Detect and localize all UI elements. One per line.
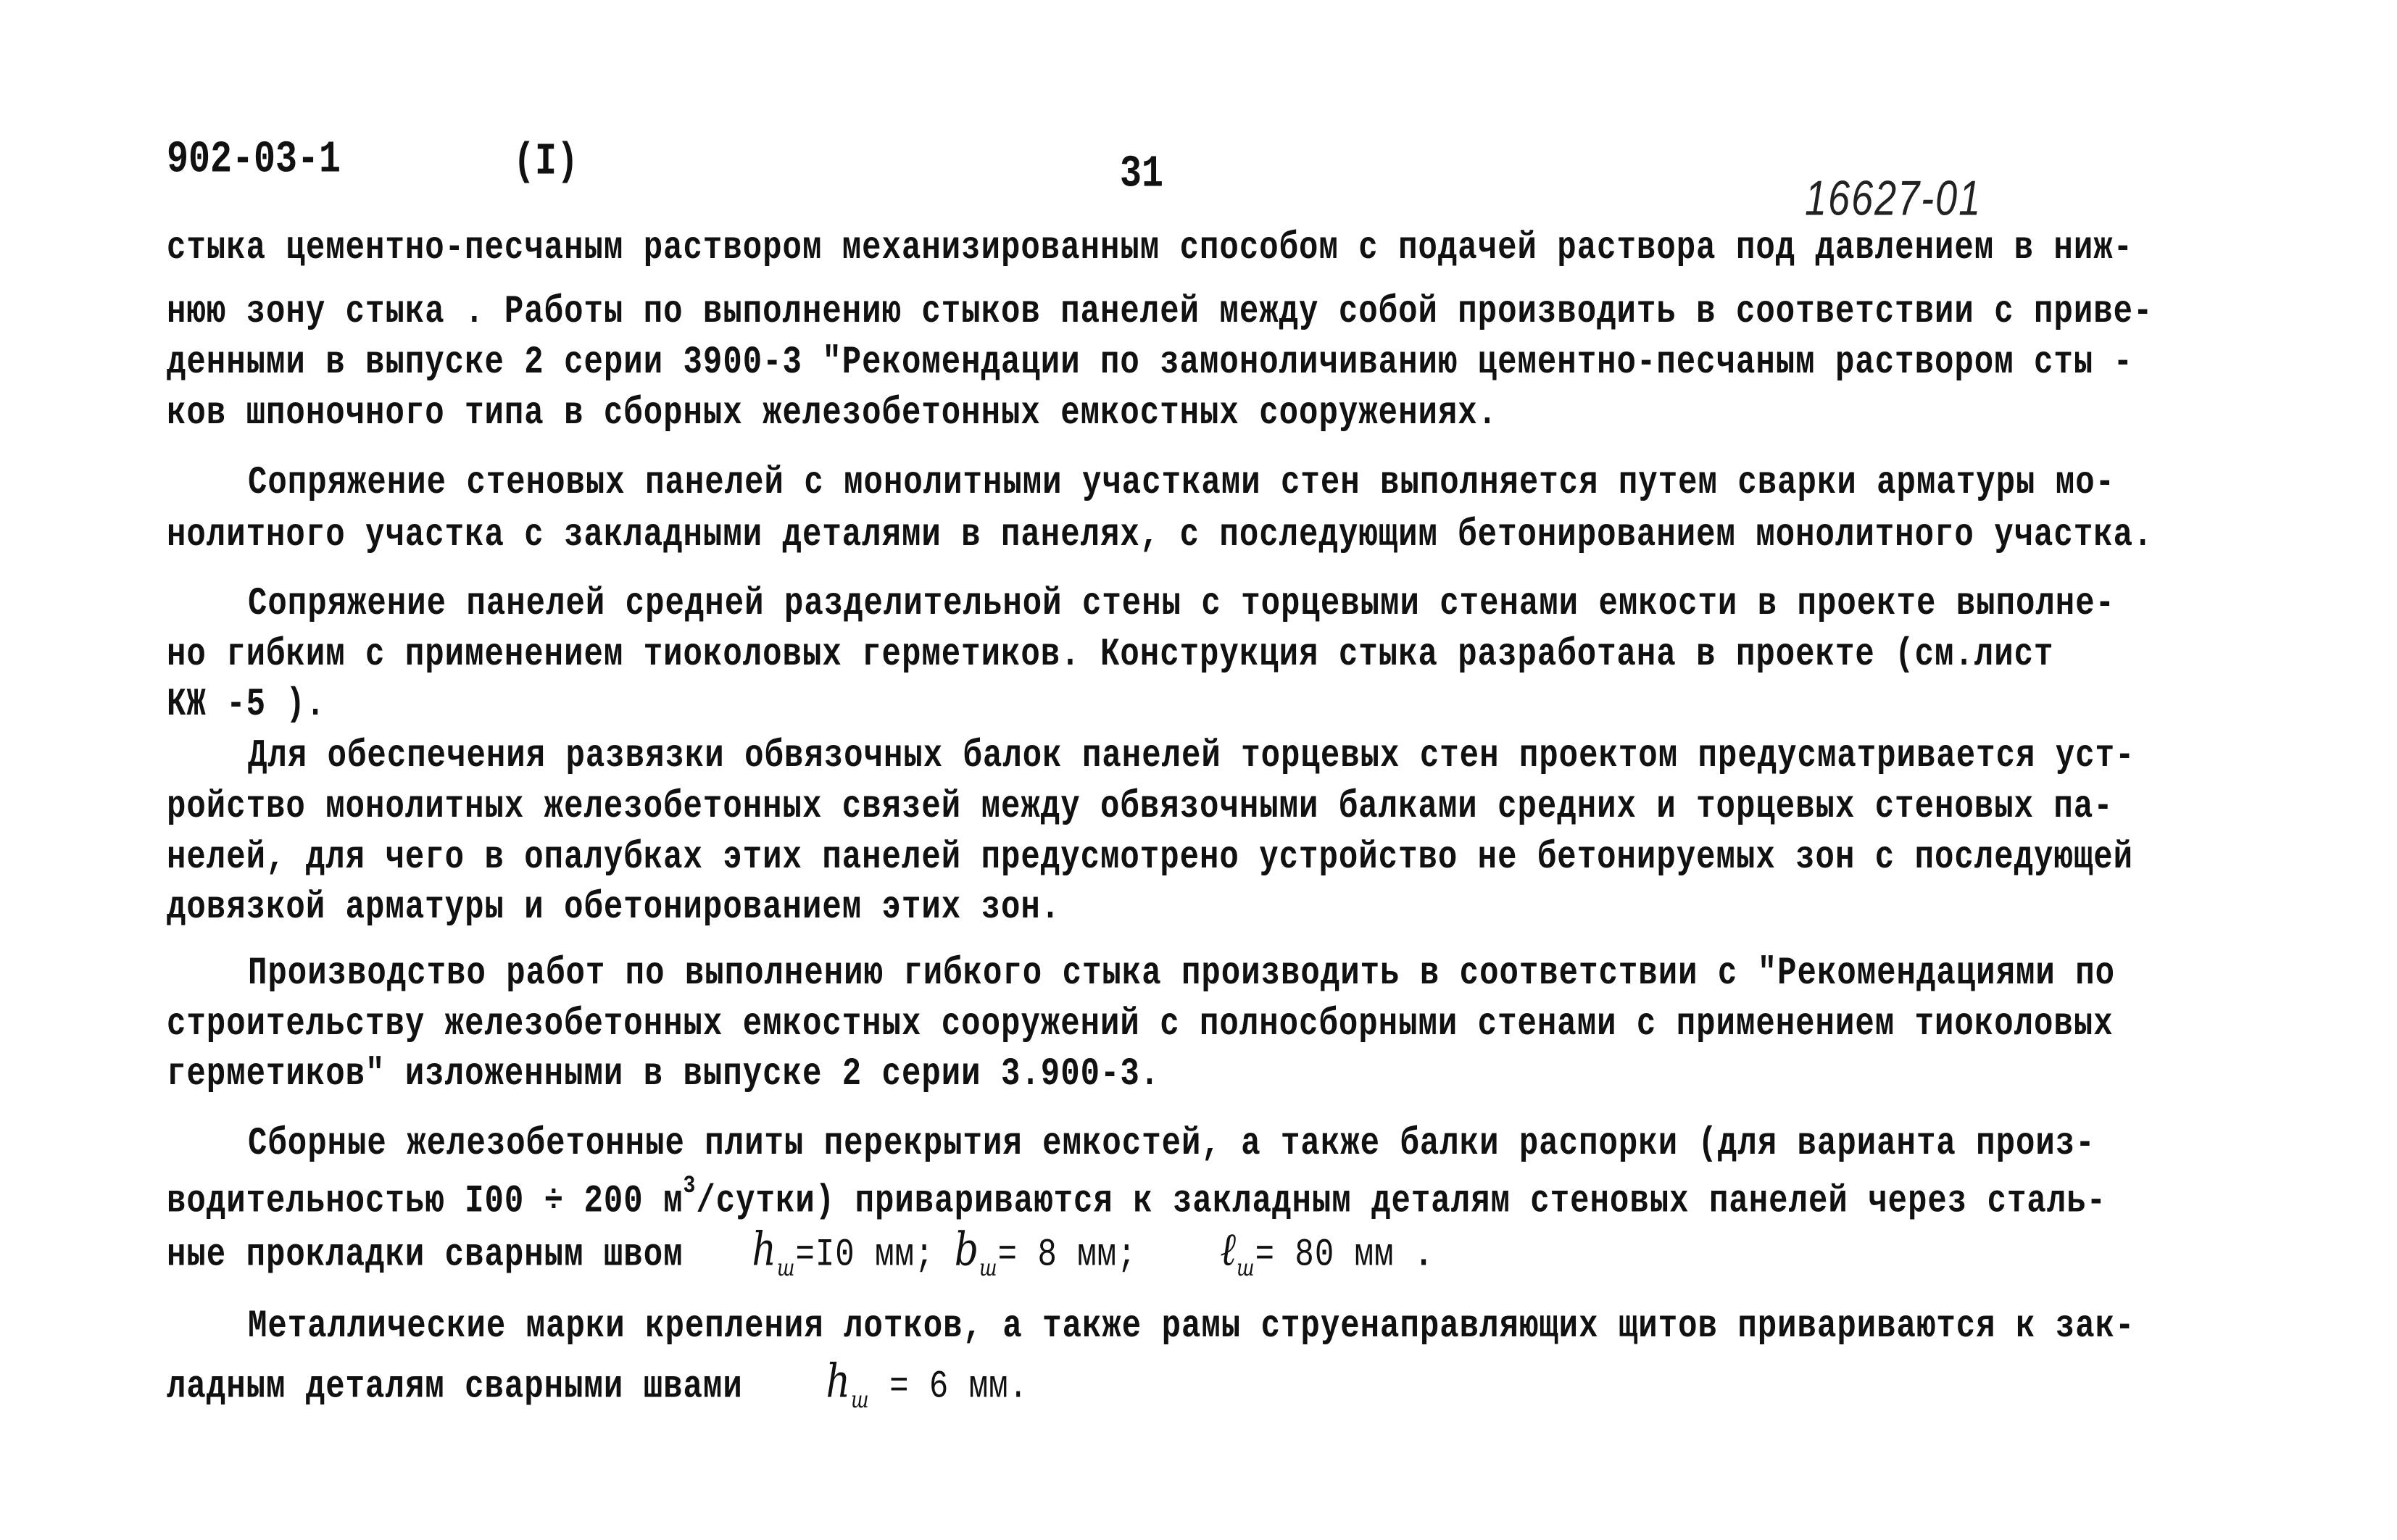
text-line: герметиков" изложенными в выпуске 2 серии 3.900-3.	[167, 1052, 1160, 1096]
weld-width-symbol: b	[954, 1223, 980, 1277]
sheet-reference: КЖ -5 ).	[167, 683, 326, 727]
text-fragment: /сутки) привариваются к закладным деталям стеновых панелей через сталь-	[696, 1179, 2107, 1224]
weld-subscript: ш	[1236, 1254, 1255, 1282]
weld-subscript: ш	[776, 1254, 796, 1282]
weld-length-value: = 80 мм	[1255, 1233, 1395, 1278]
text-line: ройство монолитных железобетонных связей между обвязочными балками средних и торцевых стеновых па-	[167, 785, 2114, 829]
weld-length-symbol: ℓ	[1220, 1223, 1237, 1277]
superscript-exponent: 3	[683, 1173, 697, 1200]
text-fragment: водительностью I00 ÷ 200 м	[167, 1179, 684, 1224]
text-line: но гибким с применением тиоколовых герметиков. Конструкция стыка разработана в проекте (см.лист	[167, 633, 2054, 677]
document-code: 902-03-1	[167, 134, 341, 186]
paragraph-first-line: Сопряжение стеновых панелей с монолитными участками стен выполняется путем сварки арматуры мо-	[248, 461, 2116, 505]
inventory-number: 16627-01	[1805, 171, 1982, 226]
weld-subscript: ш	[979, 1254, 998, 1282]
weld-subscript: ш	[851, 1386, 870, 1414]
weld-height-value: =I0 мм;	[795, 1233, 935, 1278]
text-fragment: ные прокладки сварным швом	[167, 1233, 684, 1278]
paragraph-first-line: Для обеспечения развязки обвязочных балок панелей торцевых стен проектом предусматривается уст-	[248, 734, 2135, 778]
text-line: строительству железобетонных емкостных сооружений с полносборными стенами с применением тиоколовых	[167, 1002, 2114, 1046]
text-line: нюю зону стыка . Работы по выполнению стыков панелей между собой производить в соответствии с приве-	[167, 290, 2153, 334]
text-line: денными в выпуске 2 серии 3900-3 "Рекомендации по замоноличиванию цементно-песчаным раствором сты -	[167, 341, 2134, 385]
weld-height-symbol: h	[752, 1223, 777, 1277]
text-line: довязкой арматуры и обетонированием этих зон.	[167, 886, 1061, 930]
part-number: (I)	[513, 136, 579, 188]
paragraph-first-line: Металлические марки крепления лотков, а также рамы струенаправляющих щитов привариваются к зак-	[248, 1304, 2135, 1349]
text-line: стыка цементно-песчаным раствором механизированным способом с подачей раствора под давлением в ниж-	[167, 226, 2134, 270]
paragraph-first-line: Сопряжение панелей средней разделительной стены с торцевыми стенами емкости в проекте выполне-	[248, 582, 2116, 626]
text-fragment: .	[1413, 1233, 1434, 1278]
text-line: нолитного участка с закладными деталями в панелях, с последующим бетонированием монолитного участка.	[167, 513, 2153, 557]
weld-width-value: = 8 мм;	[997, 1233, 1137, 1278]
paragraph-first-line: Производство работ по выполнению гибкого стыка производить в соответствии с "Рекомендациями по	[248, 952, 2116, 996]
text-fragment: ладным деталям сварными швами	[167, 1365, 743, 1410]
weld-spec-line	[167, 1355, 1029, 1414]
text-line: ков шпоночного типа в сборных железобетонных емкостных сооружениях.	[167, 391, 1498, 436]
text-line: нелей, для чего в опалубках этих панелей предусмотрено устройство не бетонируемых зон с последующей	[167, 836, 2134, 880]
weld-height-symbol: h	[826, 1355, 852, 1409]
weld-spec-line	[167, 1223, 1434, 1282]
paragraph-first-line: Сборные железобетонные плиты перекрытия емкостей, а также балки распорки (для варианта произ-	[248, 1122, 2095, 1166]
text-line	[167, 1173, 2106, 1224]
weld-height-value: = 6 мм.	[889, 1365, 1029, 1410]
page-number: 31	[1120, 149, 1164, 201]
